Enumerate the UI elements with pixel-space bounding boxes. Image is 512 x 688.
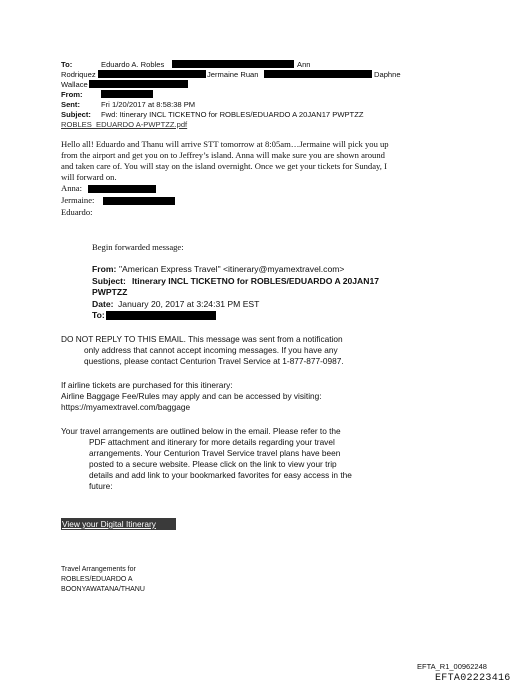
fwd-from-label: From: — [92, 264, 117, 274]
fwd-subject-label: Subject: — [92, 276, 126, 286]
to-recipient-wallace: Wallace — [61, 80, 88, 89]
baggage-line: If airline tickets are purchased for this itinerary: — [61, 380, 233, 390]
baggage-url[interactable]: https://myamextravel.com/baggage — [61, 402, 191, 412]
arrangements-line: Your travel arrangements are outlined below in the email. Please refer to the — [61, 426, 341, 436]
fwd-date-label: Date: — [92, 299, 114, 309]
from-label: From: — [61, 90, 83, 99]
fwd-subject-value: Itinerary INCL TICKETNO for ROBLES/EDUARDO A 20JAN17 — [132, 276, 380, 286]
notice-line: questions, please contact Centurion Travel Service at 1-877-877-0987. — [84, 356, 344, 366]
bates-stamp: EFTA02223416 — [435, 673, 511, 684]
arrangements-line: arrangements. Your Centurion Travel Service travel plans have been — [89, 448, 341, 458]
fwd-subject-value-cont: PWPTZZ — [92, 287, 128, 297]
redaction-bar — [88, 185, 156, 193]
baggage-line: Airline Baggage Fee/Rules may apply and can be accessed by visiting: — [61, 391, 322, 401]
travel-line: Travel Arrangements for — [61, 566, 136, 573]
notice-line: DO NOT REPLY TO THIS EMAIL. This message was sent from a notification — [61, 334, 343, 344]
sent-value: Fri 1/20/2017 at 8:58:38 PM — [101, 100, 196, 109]
message-line: Hello all! Eduardo and Thanu will arrive STT tomorrow at 8:05am…Jermaine will pick you up — [61, 139, 389, 149]
fwd-from-value: "American Express Travel" <itinerary@myamextravel.com> — [119, 264, 345, 274]
view-itinerary-button[interactable]: View your Digital Itinerary — [61, 518, 176, 530]
arrangements-line: future: — [89, 481, 113, 491]
redaction-bar — [106, 311, 216, 320]
redaction-bar — [98, 70, 206, 78]
notice-line: only address that cannot accept incoming messages. If you have any — [84, 345, 338, 355]
message-line: from the airport and get you on to Jeffrey’s island. Anna will make sure you are shown around — [61, 150, 385, 160]
redaction-bar — [101, 90, 153, 98]
signature-anna: Anna: — [61, 183, 83, 193]
signature-jermaine: Jermaine: — [61, 195, 95, 205]
message-line: and taken care of. You will stay on the island overnight. Once we get your tickets for Sunday, I — [61, 161, 387, 171]
redaction-bar — [103, 197, 175, 205]
travel-line: BOONYAWATANA/THANU — [61, 586, 145, 593]
sent-label: Sent: — [61, 100, 80, 109]
subject-value: Fwd: Itinerary INCL TICKETNO for ROBLES/EDUARDO A 20JAN17 PWPTZZ — [101, 110, 364, 119]
fwd-date-value: January 20, 2017 at 3:24:31 PM EST — [118, 299, 260, 309]
attachment-link[interactable]: ROBLES_EDUARDO A-PWPTZZ.pdf — [61, 120, 188, 129]
to-recipient-jermaine: Jermaine Ruan — [207, 70, 259, 79]
message-line: will forward on. — [61, 172, 117, 182]
to-recipient: Eduardo A. Robles — [101, 60, 165, 69]
subject-label: Subject: — [61, 110, 91, 119]
to-label: To: — [61, 60, 73, 69]
to-recipient-rodriquez: Rodriquez — [61, 70, 96, 79]
forwarded-intro: Begin forwarded message: — [92, 242, 184, 252]
travel-line: ROBLES/EDUARDO A — [61, 576, 133, 583]
redaction-bar — [264, 70, 372, 78]
signature-eduardo: Eduardo: — [61, 207, 93, 217]
redaction-bar — [89, 80, 188, 88]
bates-stamp-r1: EFTA_R1_00962248 — [417, 662, 487, 671]
redaction-bar — [172, 60, 294, 68]
to-recipient-daphne: Daphne — [374, 70, 401, 79]
fwd-to-label: To: — [92, 310, 105, 320]
arrangements-line: details and add link to your bookmarked favorites for easy access in the — [89, 470, 352, 480]
arrangements-line: posted to a secure website. Please click on the link to view your trip — [89, 459, 337, 469]
to-recipient-ann: Ann — [297, 60, 311, 69]
arrangements-line: PDF attachment and itinerary for more details regarding your travel — [89, 437, 335, 447]
